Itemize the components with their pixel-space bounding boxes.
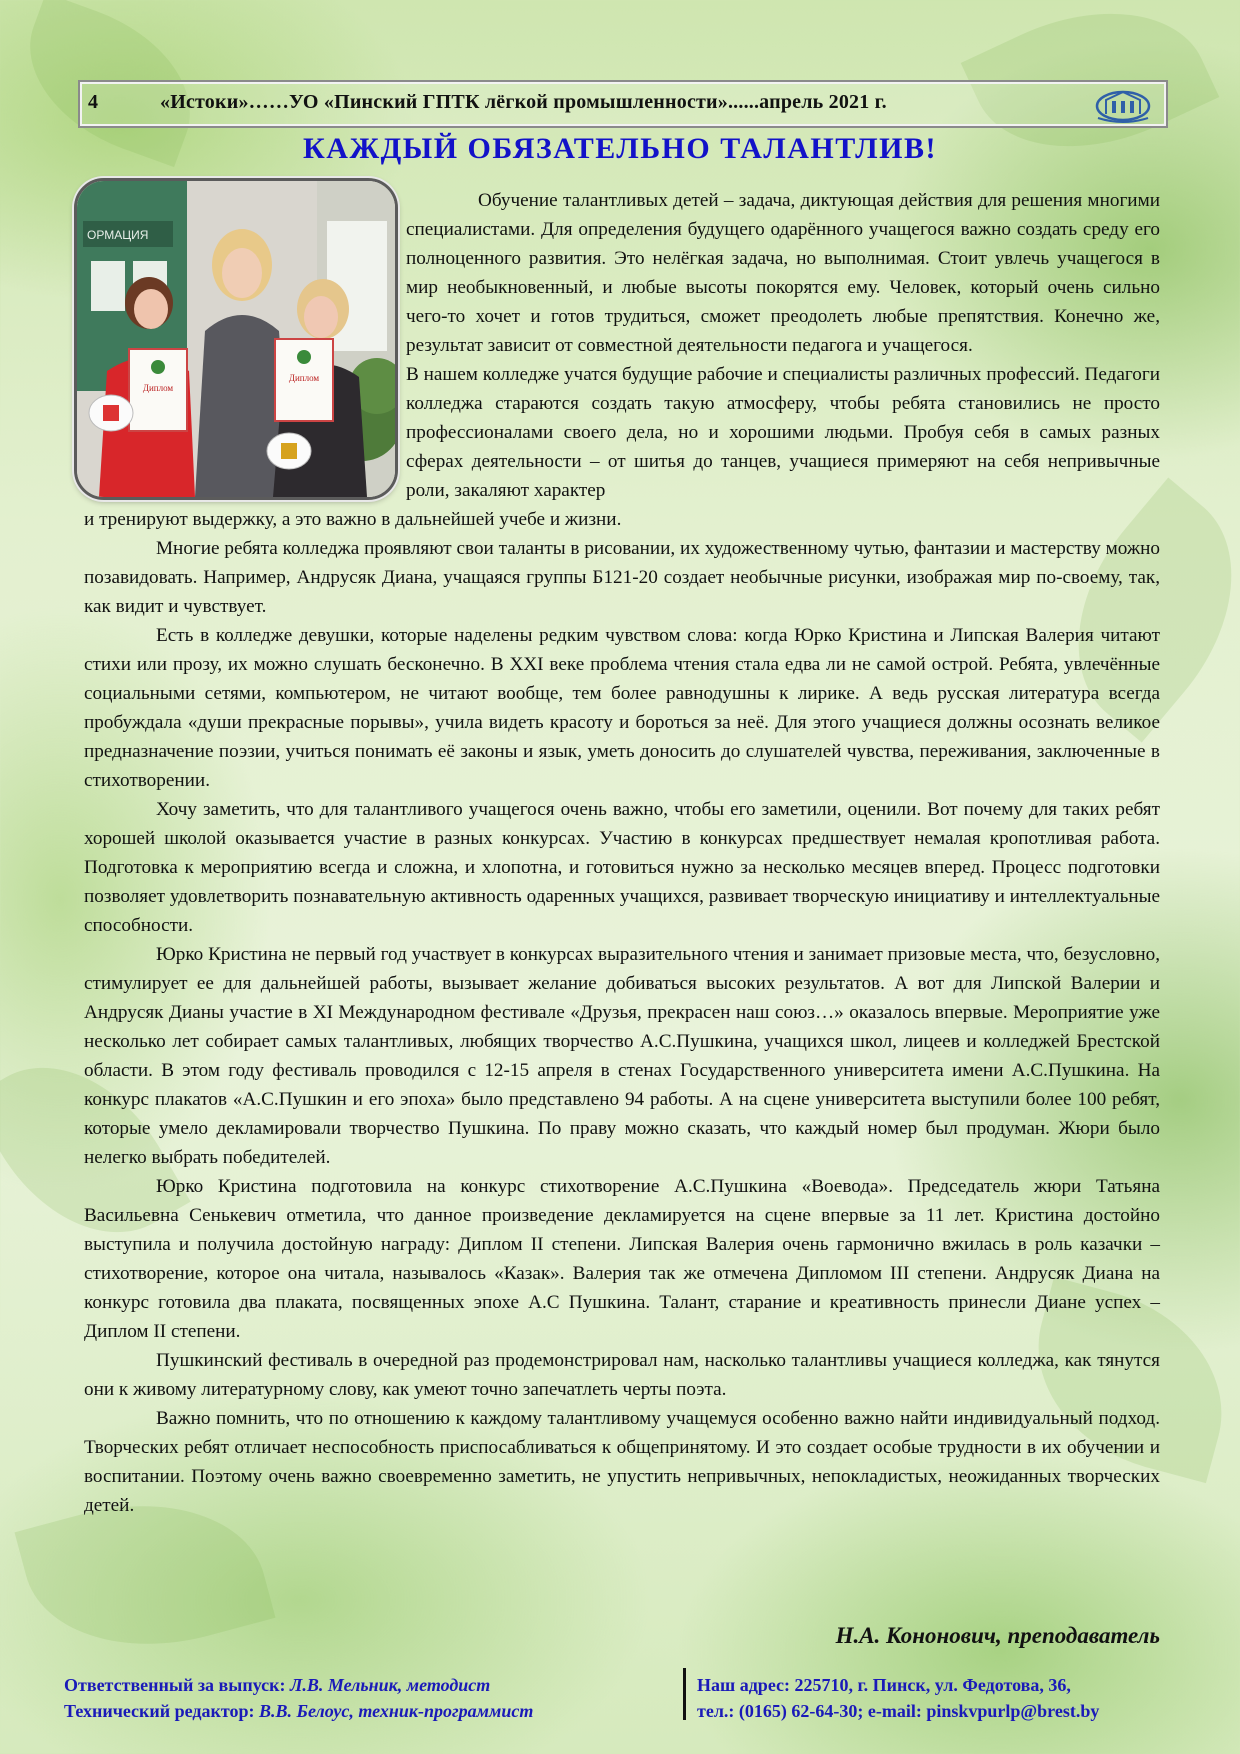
article-title: КАЖДЫЙ ОБЯЗАТЕЛЬНО ТАЛАНТЛИВ!	[303, 132, 937, 165]
footer-responsible-value: Л.В. Мельник, методист	[290, 1675, 491, 1695]
body-paragraph: Хочу заметить, что для талантливого учащегося очень важно, чтобы его заметили, оценили. Вот почему для таких ребят хорошей школой оказывается участие в разных конкурсах. Участию в конкурсах предшествует немалая кропотливая работа. Подготовка к мероприятию всегда и сложна, и хлопотна, и готовиться нужно за несколько месяцев вперед. Процесс подготовки позволяет удовлетворить познавательную активность одаренных учащихся, развивает творческую инициативу и интеллектуальные способности.	[84, 799, 1160, 936]
footer-contacts	[697, 1672, 1099, 1724]
college-logo-icon	[1092, 84, 1154, 124]
article-intro-text	[406, 186, 1160, 505]
body-paragraph: Многие ребята колледжа проявляют свои таланты в рисовании, их художественному чутью, фантазии и мастерству можно позавидовать. Например, Андрусяк Диана, учащаяся группы Б121-20 создает необычные рисунки, изображая мир по-своему, так, как видит и чувствует.	[84, 538, 1160, 617]
footer-credits	[64, 1672, 533, 1724]
intro-paragraph: В нашем колледже учатся будущие рабочие и специалисты различных профессий. Педагоги колледжа стараются создать такую атмосферу, чтобы ребята становились не просто профессионалами своего дела, но и хорошими людьми. Пробуя себя в самых разных сферах деятельности – от шитья до танцев, учащиеся примеряют на себя непривычные роли, закаляют характер	[406, 364, 1160, 501]
footer-tech-editor-line	[64, 1698, 533, 1724]
article-body	[84, 505, 1160, 1520]
footer-divider	[683, 1668, 686, 1720]
footer-responsible-label: Ответственный за выпуск:	[64, 1675, 286, 1695]
students-with-diplomas-photo	[77, 181, 395, 497]
header-masthead-line: «Истоки»……УО «Пинский ГПТК лёгкой промышленности»......апрель 2021 г.	[160, 91, 887, 113]
footer-address: Наш адрес: 225710, г. Пинск, ул. Федотова, 36,	[697, 1675, 1071, 1695]
body-paragraph: Пушкинский фестиваль в очередной раз продемонстрировал нам, насколько талантливы учащиеся колледжа, как тянутся они к живому литературному слову, как умеют точно запечатлеть черты поэта.	[84, 1350, 1160, 1400]
author-signature: Н.А. Кононович, преподаватель	[835, 1623, 1160, 1648]
footer-responsible-line	[64, 1672, 533, 1698]
article-photo	[74, 178, 398, 500]
page-number: 4	[88, 91, 98, 113]
body-paragraph: Юрко Кристина не первый год участвует в конкурсах выразительного чтения и занимает призовые места, что, безусловно, стимулирует ее для дальнейшей работы, вызывает желание добиваться высоких результатов. А вот для Липской Валерии и Андрусяк Дианы участие в XI Международном фестивале «Друзья, прекрасен наш союз…» оказалось впервые. Мероприятие уже несколько лет собирает самых талантливых, любящих творчество А.С.Пушкина, учащихся школ, лицеев и колледжей Брестской области. В этом году фестиваль проводился с 12-15 апреля в стенах Государственного университета имени А.С.Пушкина. На конкурс плакатов «А.С.Пушкин и его эпоха» было представлено 94 работы. А на сцене университета выступили более 100 ребят, которые умело декламировали творчество Пушкина. По праву можно сказать, что каждый номер был продуман. Жюри было нелегко выбрать победителей.	[84, 944, 1160, 1168]
footer-tech-editor-label: Технический редактор:	[64, 1701, 255, 1721]
diploma-label-left: Диплом	[142, 383, 174, 393]
intro-continuation: и тренируют выдержку, а это важно в дальнейшей учебе и жизни.	[84, 509, 622, 530]
body-paragraph: Есть в колледже девушки, которые наделены редким чувством слова: когда Юрко Кристина и Липская Валерия читают стихи или прозу, их можно слушать бесконечно. В XXI веке проблема чтения стала едва ли не самой острой. Ребята, увлечённые социальными сетями, компьютером, не читают вообще, тем более равнодушны к лирике. А ведь русская литература всегда пробуждала «души прекрасные порывы», учила видеть красоту и бороться за неё. Для этого учащиеся должны осознать великое предназначение поэзии, учиться понимать её законы и язык, уметь доносить до слушателей чувства, переживания, заключенные в стихотворении.	[84, 625, 1160, 791]
body-paragraph: Важно помнить, что по отношению к каждому талантливому учащемуся особенно важно найти индивидуальный подход. Творческих ребят отличает неспособность приспосабливаться к общепринятому. И это создает особые трудности в их обучении и воспитании. Поэтому очень важно своевременно заметить, не упустить непривычных, непокладистых, неожиданных творческих детей.	[84, 1408, 1160, 1516]
diploma-label-right: Диплом	[288, 373, 320, 383]
intro-paragraph: Обучение талантливых детей – задача, диктующая действия для решения многими специалистами. Для определения будущего одарённого учащегося важно создать среду его полноценного развития. Это нелёгкая задача, но выполнимая. Стоит увлечь учащегося в мир необыкновенный, и любые высоты покорятся ему. Человек, который очень сильно чего-то хочет и готов трудиться, сможет преодолеть любые препятствия. Конечно же, результат зависит от совместной деятельности педагога и учащегося.	[406, 190, 1160, 356]
footer-phone-email: тел.: (0165) 62-64-30; e-mail: pinskvpurlp@brest.by	[697, 1701, 1100, 1721]
wall-sign-text: ОРМАЦИЯ	[87, 228, 149, 242]
newspaper-header	[78, 80, 1168, 128]
footer-tech-editor-value: В.В. Белоус, техник-программист	[259, 1701, 534, 1721]
body-paragraph: Юрко Кристина подготовила на конкурс стихотворение А.С.Пушкина «Воевода». Председатель жюри Татьяна Васильевна Сенькевич отметила, что данное произведение декламируется на сцене впервые за 11 лет. Кристина достойно выступила и получила достойную награду: Диплом II степени. Липская Валерия очень гармонично вжилась в роль казачки – стихотворение, которое она читала, называлось «Казак». Валерия так же отмечена Дипломом III степени. Андрусяк Диана на конкурс готовила два плаката, посвященных эпохе А.С Пушкина. Талант, старание и креативность принесли Диане успех – Диплом II степени.	[84, 1176, 1160, 1342]
